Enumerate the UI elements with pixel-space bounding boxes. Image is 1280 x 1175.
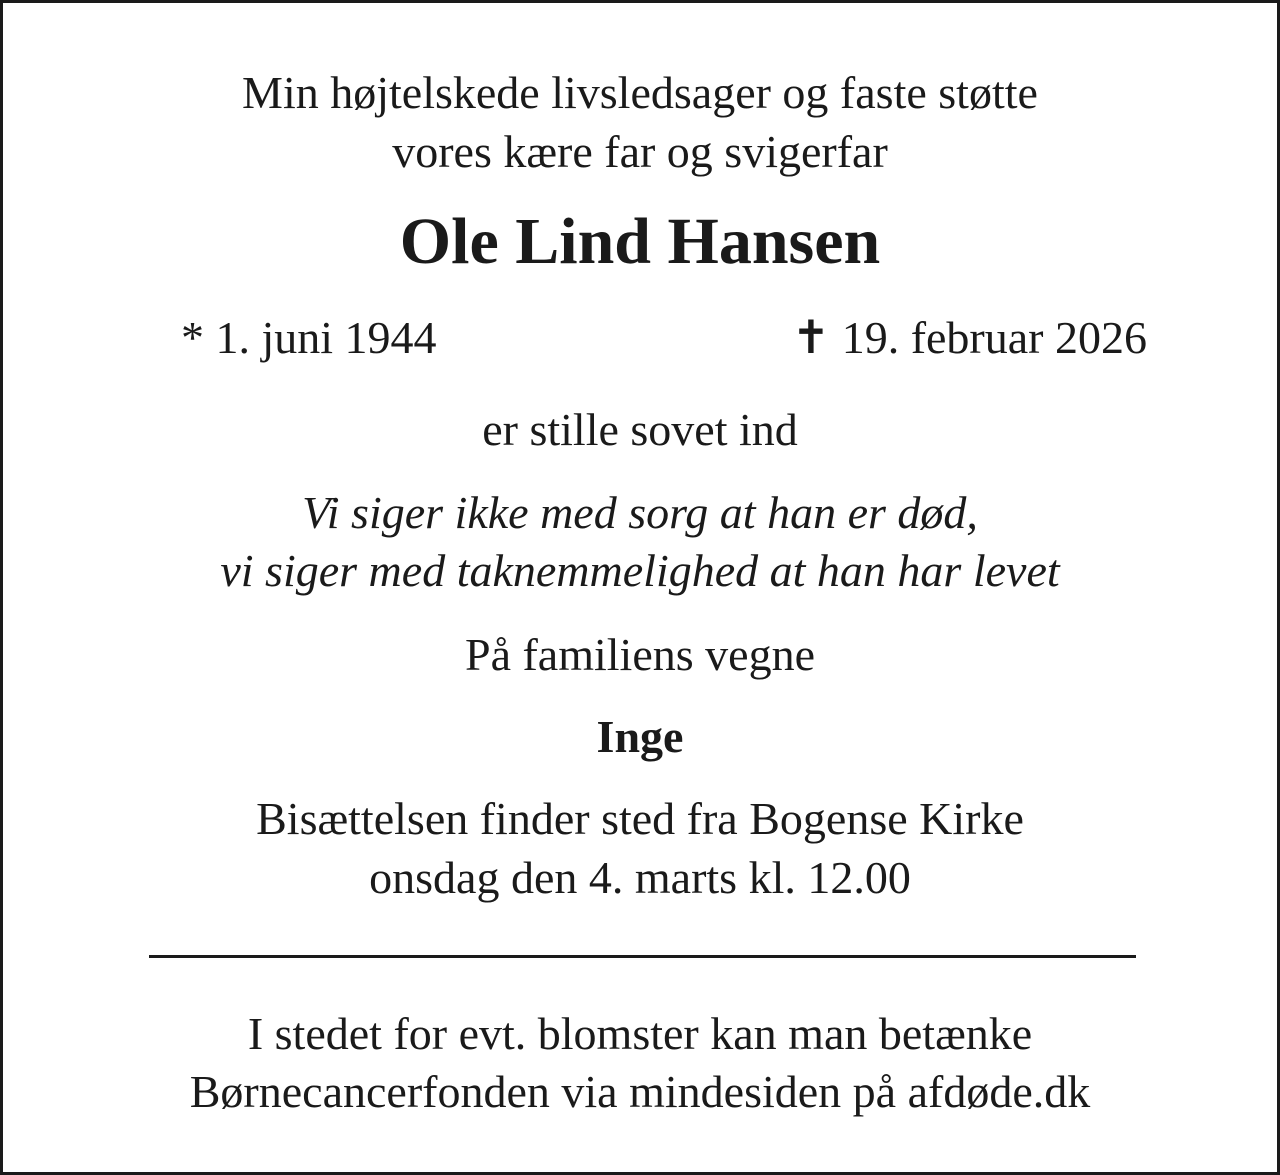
passed-away-phrase: er stille sovet ind	[482, 404, 798, 455]
memorial-line-1: I stedet for evt. blomster kan man betænke	[247, 1008, 1033, 1059]
birth-date: * 1. juni 1944	[181, 312, 437, 363]
separator-rule	[149, 955, 1136, 958]
intro-line-1: Min højtelskede livsledsager og faste støtte	[242, 67, 1038, 118]
service-line-1: Bisættelsen finder sted fra Bogense Kirke	[256, 793, 1024, 844]
intro-line-2: vores kære far og svigerfar	[392, 126, 888, 177]
quote-line-2: vi siger med taknemmelighed at han har levet	[220, 545, 1060, 596]
death-date: ✝ 19. februar 2026	[791, 312, 1147, 363]
memorial-line-2: Børnecancerfonden via mindesiden på afdøde.dk	[189, 1066, 1091, 1117]
quote-line-1: Vi siger ikke med sorg at han er død,	[302, 487, 978, 538]
service-line-2: onsdag den 4. marts kl. 12.00	[369, 852, 911, 903]
on-behalf-label: På familiens vegne	[464, 629, 815, 680]
signer-name: Inge	[596, 711, 684, 762]
deceased-name: Ole Lind Hansen	[399, 205, 881, 278]
